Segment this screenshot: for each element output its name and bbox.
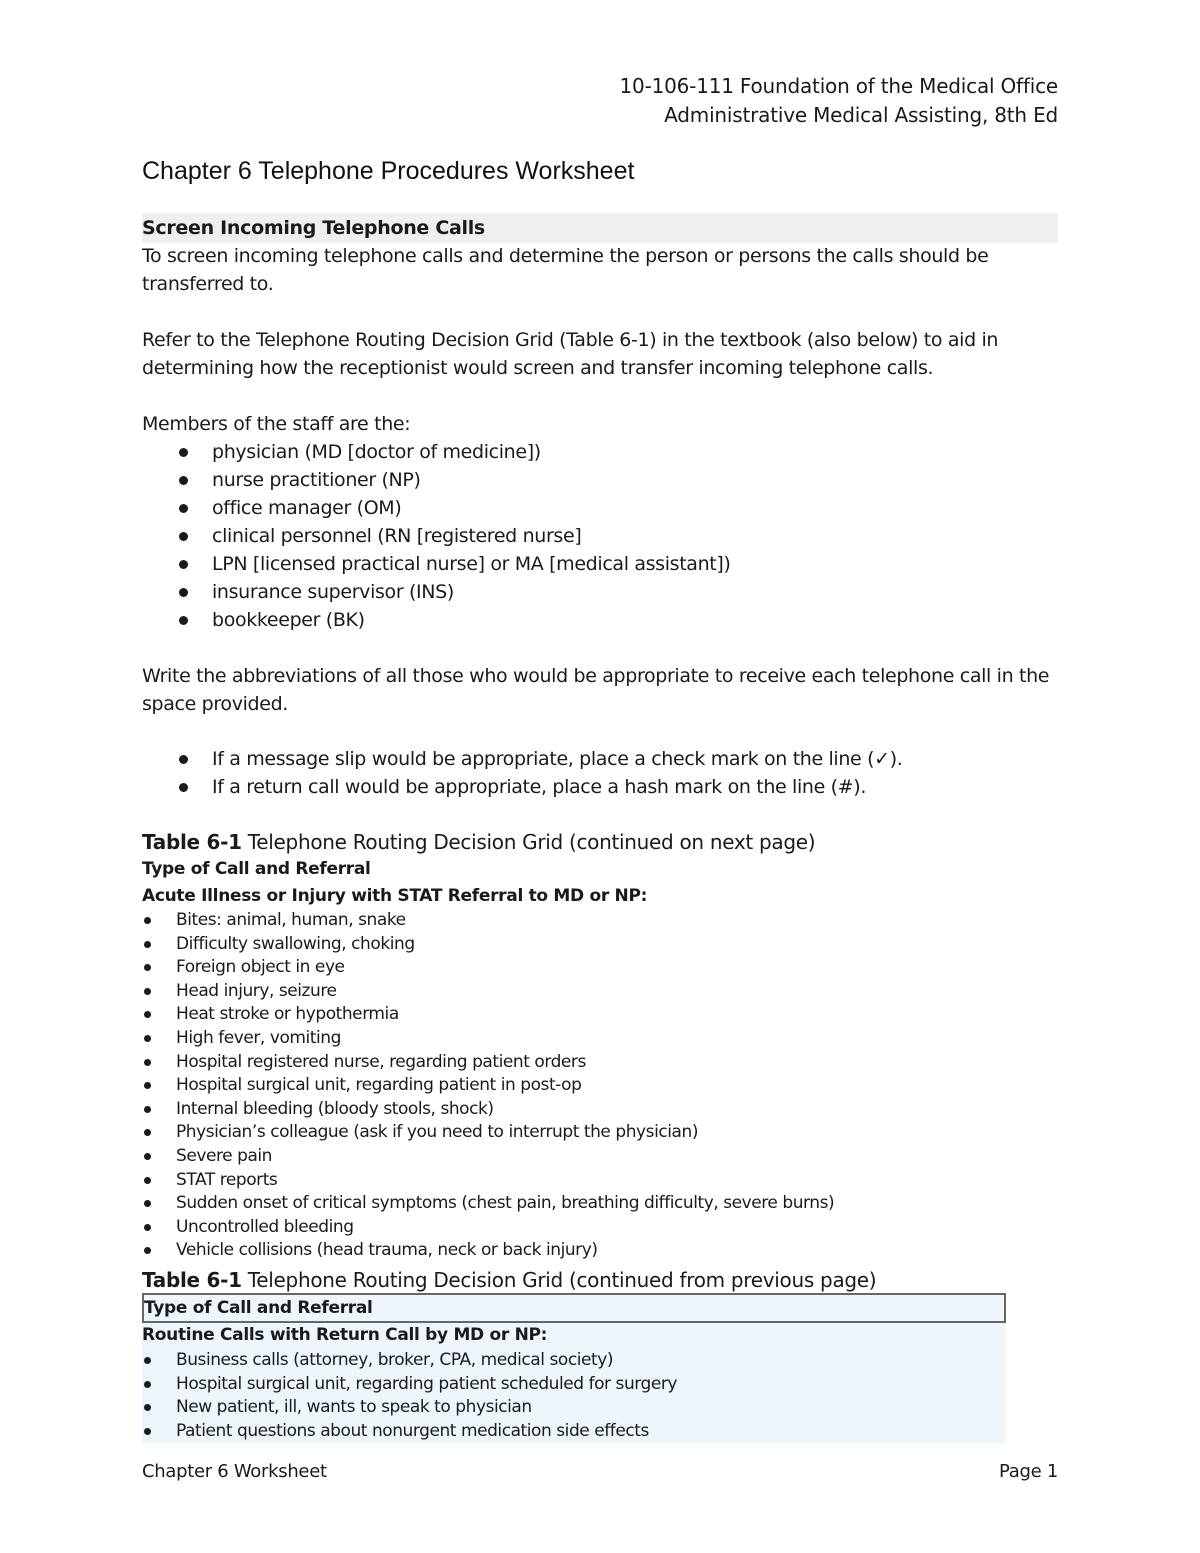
- list-item: LPN [licensed practical nurse] or MA [medical assistant]): [142, 550, 731, 578]
- list-item: bookkeeper (BK): [142, 606, 731, 634]
- list-item: Internal bleeding (bloody stools, shock): [142, 1098, 834, 1122]
- table1-items: [142, 909, 834, 1263]
- document-page: [142, 0, 1058, 1553]
- list-item: clinical personnel (RN [registered nurse]: [142, 522, 731, 550]
- list-item: nurse practitioner (NP): [142, 466, 731, 494]
- table1-caption-label: Table 6-1: [142, 830, 242, 854]
- footer-left: Chapter 6 Worksheet: [142, 1461, 327, 1482]
- table2-caption-text: Telephone Routing Decision Grid (continued from previous page): [241, 1268, 877, 1292]
- table1-group-title: Acute Illness or Injury with STAT Referral to MD or NP:: [142, 886, 648, 906]
- section-heading: Screen Incoming Telephone Calls: [142, 213, 1058, 243]
- list-item: Business calls (attorney, broker, CPA, medical society): [142, 1349, 677, 1373]
- list-item: office manager (OM): [142, 494, 731, 522]
- table2-caption-label: Table 6-1: [142, 1268, 242, 1292]
- course-title: 10-106-111 Foundation of the Medical Office: [619, 74, 1058, 98]
- textbook-title: Administrative Medical Assisting, 8th Ed: [664, 103, 1058, 127]
- list-item: Hospital surgical unit, regarding patient in post-op: [142, 1074, 834, 1098]
- table1-caption: [142, 828, 815, 856]
- list-item: If a return call would be appropriate, place a hash mark on the line (#).: [142, 773, 902, 801]
- list-item: Severe pain: [142, 1145, 834, 1169]
- list-item: Foreign object in eye: [142, 956, 834, 980]
- running-header: [620, 72, 1058, 130]
- list-item: physician (MD [doctor of medicine]): [142, 438, 731, 466]
- refer-paragraph: Refer to the Telephone Routing Decision Grid (Table 6-1) in the textbook (also below) to aid in determining how the receptionist would screen and transfer incoming telephone calls.: [142, 329, 999, 379]
- table1-caption-text: Telephone Routing Decision Grid (continued on next page): [241, 830, 816, 854]
- list-item: Difficulty swallowing, choking: [142, 933, 834, 957]
- list-item: Bites: animal, human, snake: [142, 909, 834, 933]
- table2-header: Type of Call and Referral: [142, 1293, 1006, 1323]
- list-item: High fever, vomiting: [142, 1027, 834, 1051]
- table2-caption: [142, 1266, 876, 1294]
- table1-header: Type of Call and Referral: [142, 859, 371, 879]
- table2-items: [142, 1349, 677, 1443]
- page-number: Page 1: [999, 1461, 1058, 1482]
- list-item: Patient questions about nonurgent medication side effects: [142, 1420, 677, 1444]
- list-item: Physician’s colleague (ask if you need to interrupt the physician): [142, 1121, 834, 1145]
- staff-intro: Members of the staff are the:: [142, 413, 411, 435]
- list-item: If a message slip would be appropriate, place a check mark on the line (✓).: [142, 745, 902, 773]
- list-item: Sudden onset of critical symptoms (chest pain, breathing difficulty, severe burns): [142, 1192, 834, 1216]
- list-item: Head injury, seizure: [142, 980, 834, 1004]
- list-item: Hospital registered nurse, regarding patient orders: [142, 1051, 834, 1075]
- marks-list: [142, 745, 902, 801]
- list-item: Vehicle collisions (head trauma, neck or back injury): [142, 1239, 834, 1263]
- page-title: Chapter 6 Telephone Procedures Worksheet: [142, 157, 635, 185]
- list-item: Uncontrolled bleeding: [142, 1216, 834, 1240]
- write-instruction: Write the abbreviations of all those who would be appropriate to receive each telephone call in the space provided.: [142, 665, 1050, 715]
- list-item: STAT reports: [142, 1169, 834, 1193]
- list-item: insurance supervisor (INS): [142, 578, 731, 606]
- list-item: Hospital surgical unit, regarding patient scheduled for surgery: [142, 1373, 677, 1397]
- list-item: Heat stroke or hypothermia: [142, 1003, 834, 1027]
- intro-paragraph: To screen incoming telephone calls and determine the person or persons the calls should be transferred to.: [142, 245, 989, 295]
- table2: [142, 1293, 1006, 1443]
- staff-list: [142, 438, 731, 634]
- list-item: New patient, ill, wants to speak to physician: [142, 1396, 677, 1420]
- table2-group-title: Routine Calls with Return Call by MD or NP:: [142, 1325, 548, 1345]
